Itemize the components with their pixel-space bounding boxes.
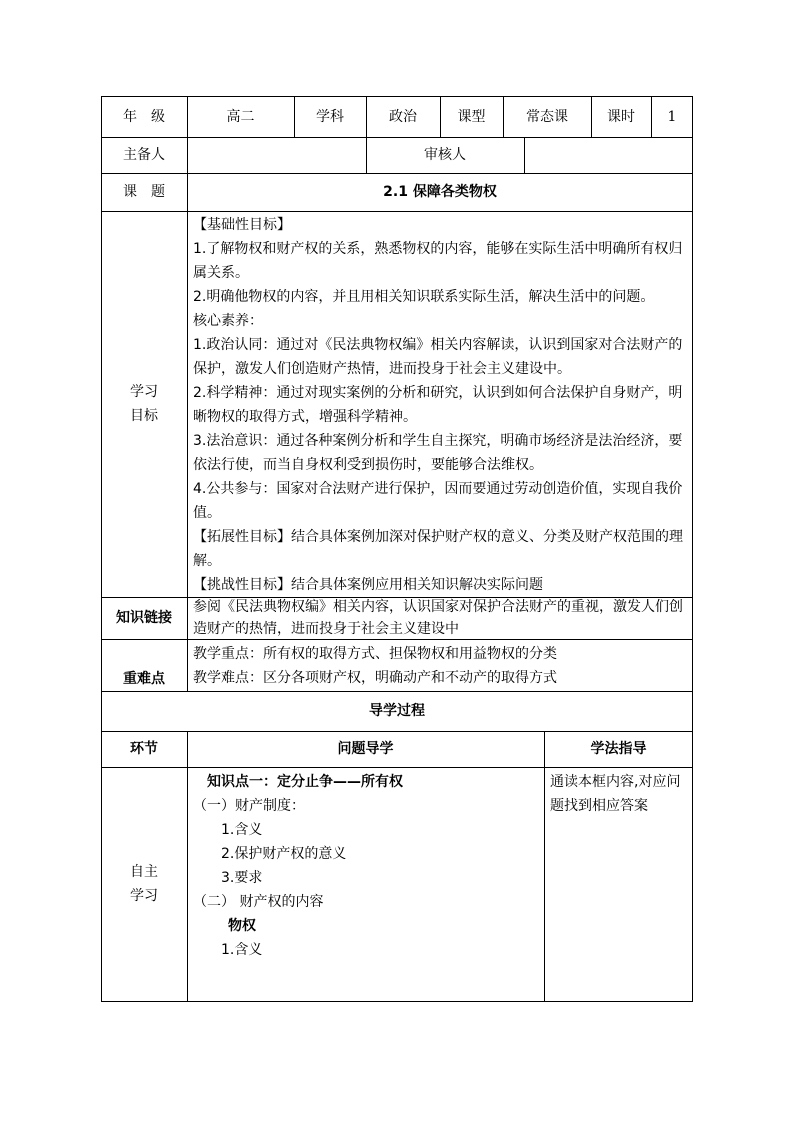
method-line: 题找到相应答案 (550, 798, 648, 814)
subject-value: 政治 (389, 108, 417, 125)
objectives-line: 4.公共参与：国家对合法财产进行保护，因而要通过劳动创造价值，实现自我价 (193, 481, 683, 497)
self-study-label (101, 858, 187, 910)
method-line: 通读本框内容,对应问 (550, 774, 681, 790)
objectives-line: 【拓展性目标】结合具体案例加深对保护财产权的意义、分类及财产权范围的理 (193, 529, 683, 545)
objectives-line: 1.政治认同：通过对《民法典物权编》相关内容解读，认识到国家对合法财产的 (193, 337, 683, 353)
objectives-line: 3.法治意识：通过各种案例分析和学生自主探究，明确市场经济是法治经济，要 (193, 433, 683, 449)
reviewer-label: 审核人 (424, 147, 466, 163)
col-divider (187, 731, 188, 1002)
hours-label: 课时 (607, 108, 635, 125)
knowledge-link-line: 造财产的热情，进而投身于社会主义建设中 (193, 621, 459, 637)
self-study-content (193, 770, 541, 962)
subject-label: 学科 (316, 108, 344, 125)
topic-label: 课 题 (123, 184, 165, 200)
objectives-line: 2.科学精神：通过对现实案例的分析和研究，认识到如何合法保护自身财产，明 (193, 385, 683, 401)
col-divider (544, 731, 545, 1002)
knowledge-link-content (193, 596, 689, 640)
row-divider (101, 767, 693, 768)
objectives-line: 核心素养： (193, 313, 263, 329)
self-study-label-line2: 学习 (130, 888, 158, 904)
objectives-line: 【挑战性目标】结合具体案例应用相关知识解决实际问题 (193, 577, 543, 593)
objectives-line: 【基础性目标】 (193, 217, 291, 233)
subheading: 物权 (228, 918, 256, 934)
grade-label: 年 级 (123, 108, 165, 125)
row-divider (101, 211, 693, 212)
section-item: 1.含义 (221, 822, 263, 838)
type-label: 课型 (457, 108, 486, 125)
key-points-line: 教学重点：所有权的取得方式、担保物权和用益物权的分类 (193, 646, 557, 662)
key-points-line: 教学难点：区分各项财产权，明确动产和不动产的取得方式 (193, 670, 557, 686)
objectives-label (101, 211, 187, 597)
objectives-label-line1: 学习 (130, 384, 158, 400)
col-header-stage: 环节 (130, 741, 158, 757)
preparer-value (187, 137, 366, 173)
knowledge-link-label: 知识链接 (116, 610, 172, 626)
objectives-line: 属关系。 (193, 265, 249, 281)
section-item: 2.保护财产权的意义 (221, 846, 347, 862)
process-title: 导学过程 (369, 703, 425, 719)
method-guidance (550, 770, 690, 818)
objectives-line: 保护，激发人们创造财产热情，进而投身于社会主义建设中。 (193, 361, 571, 377)
reviewer-value (524, 137, 693, 173)
objectives-line: 晰物权的取得方式，增强科学精神。 (193, 409, 417, 425)
col-header-questions: 问题导学 (337, 741, 394, 757)
type-value: 常态课 (526, 108, 568, 125)
key-points-content (193, 642, 689, 690)
lesson-title: 2.1 保障各类物权 (383, 184, 497, 200)
key-points-label: 重难点 (123, 671, 165, 687)
objectives-line: 值。 (193, 505, 221, 521)
knowledge-point-heading: 知识点一：定分止争——所有权 (207, 774, 403, 790)
objectives-line: 2.明确他物权的内容，并且用相关知识联系实际生活，解决生活中的问题。 (193, 289, 655, 305)
col-divider (187, 173, 188, 691)
objectives-line: 依法行使，而当自身权利受到损伤时，要能够合法维权。 (193, 457, 543, 473)
col-header-method: 学法指导 (590, 741, 647, 757)
knowledge-link-line: 参阅《民法典物权编》相关内容，认识国家对保护合法财产的重视，激发人们创 (193, 599, 683, 615)
section-item: 3.要求 (221, 870, 263, 886)
preparer-label: 主备人 (123, 147, 165, 163)
hours-value: 1 (667, 108, 677, 125)
grade-value: 高二 (226, 108, 255, 125)
objectives-line: 解。 (193, 553, 221, 569)
section-heading: （一）财产制度： (193, 798, 305, 814)
self-study-label-line1: 自主 (130, 864, 158, 880)
objectives-content (193, 213, 689, 597)
objectives-label-line2: 目标 (130, 408, 158, 424)
section-heading: （二） 财产权的内容 (193, 894, 324, 910)
section-item: 1.含义 (221, 942, 263, 958)
objectives-line: 1.了解物权和财产权的关系，熟悉物权的内容，能够在实际生活中明确所有权归 (193, 241, 683, 257)
